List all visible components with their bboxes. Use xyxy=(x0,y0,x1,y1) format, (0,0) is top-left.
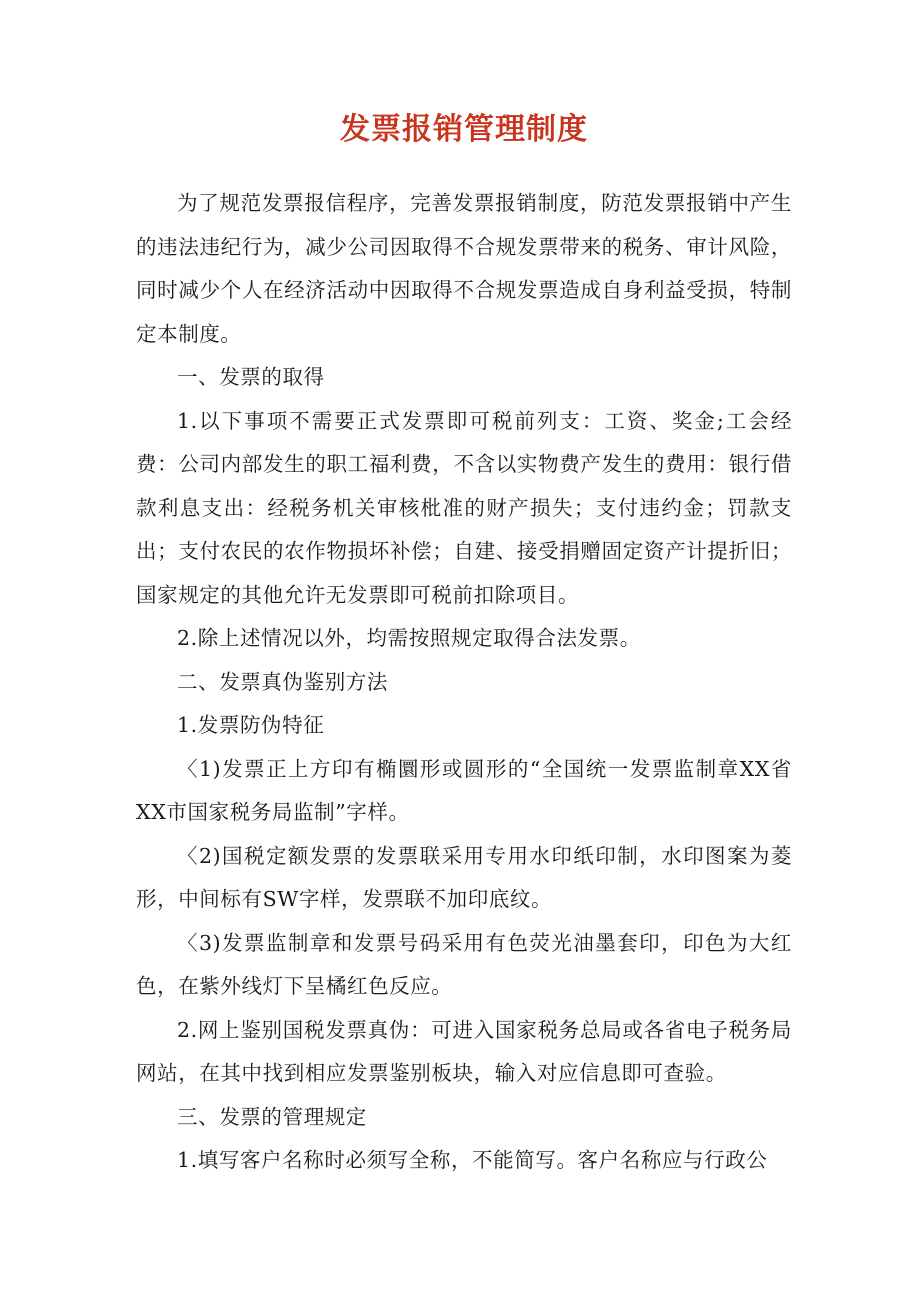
paragraph-2-1-1: 〈1)发票正上方印有椭圜形或圆形的“全国统一发票监制章XX省XX市国家税务局监制”字样。 xyxy=(136,756,792,824)
document-title: 发票报销管理制度 xyxy=(340,112,588,147)
intro-paragraph: 为了规范发票报信程序，完善发票报销制度，防范发票报销中产生的违法违纪行为，减少公司因取得不合规发票带来的税务、审计风险，同时减少个人在经济活动中因取得不合规发票造成自身利益受损，特制定本制度。 xyxy=(136,191,792,346)
paragraph-3-1: 1.填写客户名称时必须写全称，不能简写。客户名称应与行政公 xyxy=(177,1148,768,1172)
section-heading-1: 一、发票的取得 xyxy=(177,365,325,389)
section-heading-2: 二、发票真伪鉴别方法 xyxy=(177,669,388,694)
paragraph-1-1: 1.以下事项不需要正式发票即可税前列支：工资、奖金;工会经费：公司内部发生的职工福利费，不含以实物费产发生的费用：银行借款利息支出：经税务机关审核枇准的财产损失；支付违约金；罚款支出；支付农民的农作物损坏补偿；自建、接受捐赠固定资产计提折旧；国家规定的其他允许无发票即可税前扣除项目。 xyxy=(136,408,792,607)
paragraph-2-1-2: 〈2)国税定额发票的发票联采用专用水印纸印制，水印图案为菱形，中间标有SW字样，发票联不加印底纹。 xyxy=(136,843,792,911)
subheading-2-1: 1.发票防伪特征 xyxy=(177,713,325,737)
section-heading-3: 三、发票的管理规定 xyxy=(177,1104,367,1129)
paragraph-2-2: 2.网上鉴别国税发票真伪：可进入国家税务总局或各省电子税务局网站，在其中找到相应发票鉴别板块，输入对应信息即可查验。 xyxy=(136,1017,792,1085)
paragraph-2-1-3: 〈3)发票监制章和发票号码采用有色荧光油墨套印，印色为大红色，在紫外线灯下呈橘红色反应。 xyxy=(136,930,792,998)
paragraph-1-2: 2.除上述情况以外，均需按照规定取得合法发票。 xyxy=(177,626,641,650)
